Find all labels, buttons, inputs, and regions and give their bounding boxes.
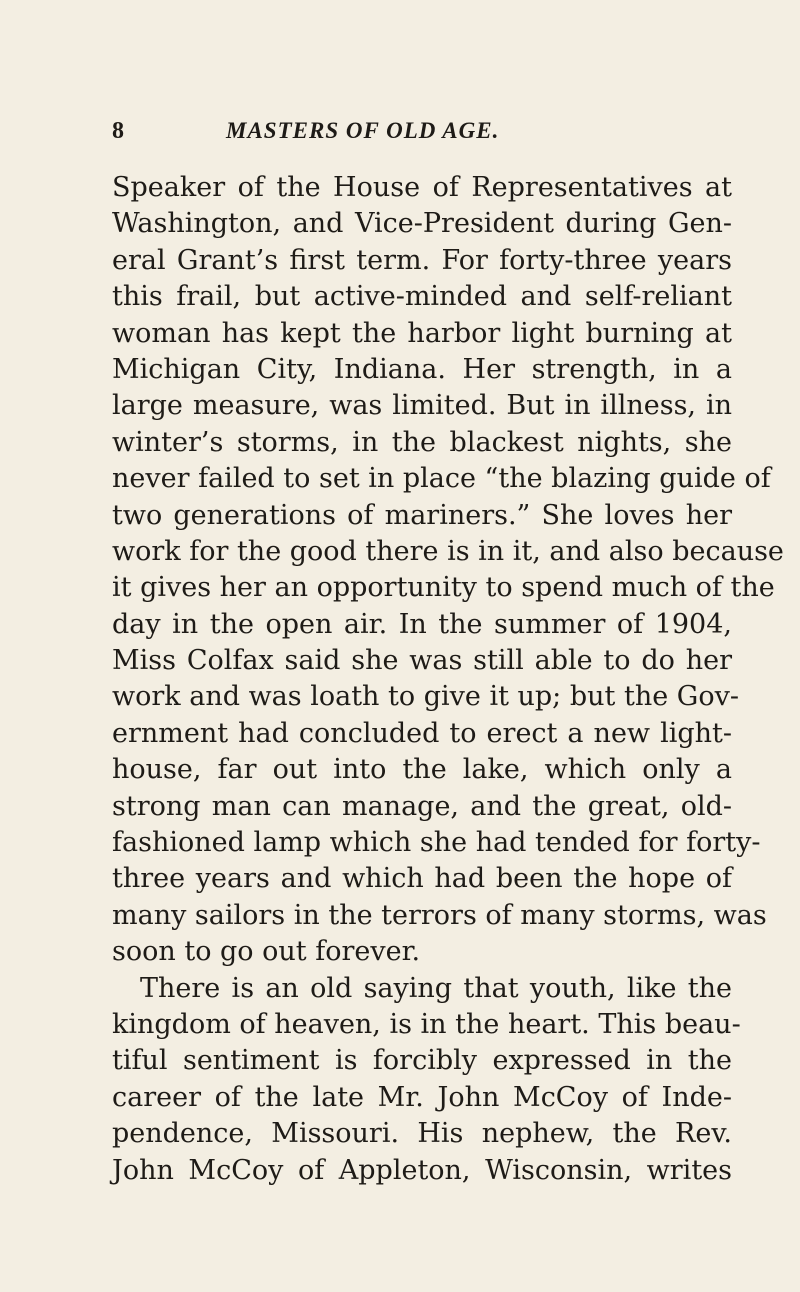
text-line: large measure, was limited. But in illness, in — [112, 390, 732, 422]
text-line: Speaker of the House of Representatives at — [112, 172, 732, 203]
text-line: ernment had concluded to erect a new light- — [112, 717, 732, 749]
text-line: day in the open air. In the summer of 1904, — [112, 608, 732, 640]
text-line: tiful sentiment is forcibly expressed in the — [112, 1045, 732, 1077]
running-head — [112, 118, 722, 150]
text-line: it gives her an opportunity to spend much of the — [112, 572, 775, 604]
text-line: career of the late Mr. John McCoy of Inde- — [112, 1081, 732, 1113]
text-line: fashioned lamp which she had tended for forty- — [112, 827, 761, 859]
text-line: winter’s storms, in the blackest nights, she — [112, 426, 732, 458]
body-text — [112, 170, 784, 1189]
running-title: MASTERS OF OLD AGE. — [226, 118, 500, 143]
text-line: eral Grant’s first term. For forty-three years — [112, 244, 732, 276]
text-line: Washington, and Vice-President during Gen- — [112, 208, 732, 240]
text-line: woman has kept the harbor light burning at — [112, 317, 732, 349]
text-line: There is an old saying that youth, like the — [140, 972, 732, 1004]
text-line: soon to go out forever. — [112, 936, 421, 968]
text-line: strong man can manage, and the great, old- — [112, 790, 732, 822]
text-line: pendence, Missouri. His nephew, the Rev. — [112, 1118, 732, 1150]
text-line: many sailors in the terrors of many storms, was — [112, 899, 767, 931]
text-line: two generations of mariners.” She loves her — [112, 499, 732, 531]
text-line: work and was loath to give it up; but the Gov- — [112, 681, 739, 713]
text-line: this frail, but active-minded and self-reliant — [112, 281, 732, 313]
text-line: kingdom of heaven, is in the heart. This beau- — [112, 1008, 741, 1040]
text-line: Michigan City, Indiana. Her strength, in a — [112, 353, 732, 385]
text-line: work for the good there is in it, and also because — [112, 535, 784, 567]
text-line: John McCoy of Appleton, Wisconsin, writes — [112, 1154, 732, 1186]
page-number: 8 — [112, 118, 124, 144]
text-line: house, far out into the lake, which only a — [112, 754, 732, 786]
text-line: Miss Colfax said she was still able to do her — [112, 645, 732, 677]
text-line: three years and which had been the hope of — [112, 863, 732, 895]
text-line: never failed to set in place “the blazing guide of — [112, 463, 771, 495]
